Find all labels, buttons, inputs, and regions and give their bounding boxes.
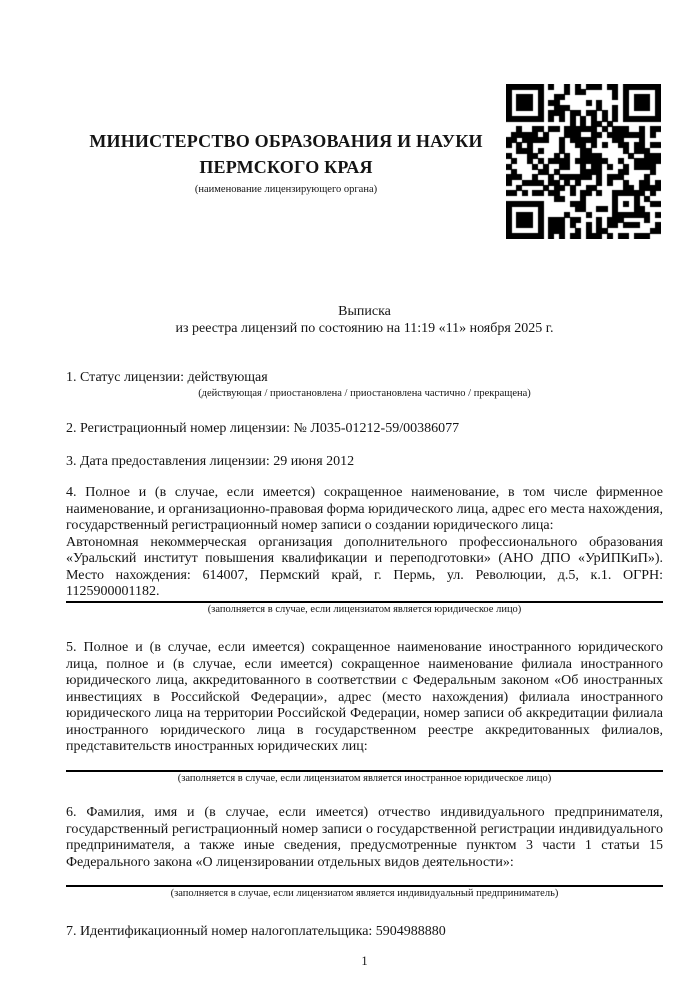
document-title-line2: из реестра лицензий по состоянию на 11:19 «11» ноября 2025 г.	[175, 320, 554, 336]
field-text: 7. Идентификационный номер налогоплательщика: 5904988880	[66, 923, 446, 939]
licensing-authority-block	[66, 84, 506, 196]
field-label: 4. Полное и (в случае, если имеется) сокращенное наименование, в том числе фирменное наименование, и организационно-правовая форма юридического лица, адрес его места нахождения, государственный регистрационный номер записи о создании юридического лица:	[66, 485, 663, 533]
qr-code-icon	[506, 84, 661, 239]
field-legal-entity	[66, 485, 663, 616]
document-title	[66, 304, 663, 337]
license-fields	[66, 370, 663, 969]
field-label: 6. Фамилия, имя и (в случае, если имеется) отчество индивидуального предпринимателя, государственный регистрационный номер записи о государственной регистрации индивидуального предпринимателя, а также иные сведения, предусмотренные пунктом 3 части 1 статьи 15 Федерального закона «О лицензировании отдельных видов деятельности»:	[66, 805, 663, 870]
field-value: Автономная некоммерческая организация дополнительного профессионального образования «Уральский институт повышения квалификации и переподготовки» (АНО ДПО «УрИПКиП»). Место нахождения: 614007, Пермский край, г. Пермь, ул. Революции, д.5, к.1. ОГРН: 1125900001182.	[66, 534, 663, 599]
document-title-line1: Выписка	[338, 304, 391, 319]
field-caption: (действующая / приостановлена / приостановлена частично / прекращена)	[198, 387, 531, 399]
field-foreign-entity	[66, 640, 663, 785]
field-label: 5. Полное и (в случае, если имеется) сокращенное наименование иностранного юридического лица, полное и (в случае, если имеется) сокращенное наименование филиала иностранного юридического лица, аккредитованного в соответствии с Федеральным законом «Об иностранных инвестициях в Российской Федерации», адрес (место нахождения) филиала иностранного юридического лица на территории Российской Федерации, номер записи об аккредитации филиала иностранного юридического лица в государственном реестре аккредитованных филиалов, представительств иностранных юридических лиц:	[66, 640, 663, 754]
field-individual-entrepreneur	[66, 805, 663, 901]
page-number: 1	[361, 954, 368, 968]
ministry-name-line1: МИНИСТЕРСТВО ОБРАЗОВАНИЯ И НАУКИ	[89, 131, 483, 151]
ministry-name-line2: ПЕРМСКОГО КРАЯ	[199, 157, 373, 177]
field-text: 3. Дата предоставления лицензии: 29 июня 2012	[66, 453, 355, 469]
field-text: 2. Регистрационный номер лицензии: № Л035-01212-59/00386077	[66, 421, 460, 436]
field-taxpayer-number	[66, 924, 663, 941]
field-registration-number	[66, 421, 663, 438]
empty-value-line	[66, 871, 663, 885]
field-caption: (заполняется в случае, если лицензиатом является иностранное юридическое лицо)	[66, 770, 663, 786]
field-license-status	[66, 370, 663, 400]
ministry-name	[66, 128, 506, 180]
field-caption: (заполняется в случае, если лицензиатом является юридическое лицо)	[66, 601, 663, 617]
field-text: 1. Статус лицензии: действующая	[66, 370, 268, 385]
document-header	[66, 84, 661, 239]
empty-value-line	[66, 756, 663, 770]
field-caption: (заполняется в случае, если лицензиатом является индивидуальный предприниматель)	[66, 885, 663, 901]
field-license-date	[66, 454, 663, 471]
ministry-caption: (наименование лицензирующего органа)	[194, 184, 378, 195]
